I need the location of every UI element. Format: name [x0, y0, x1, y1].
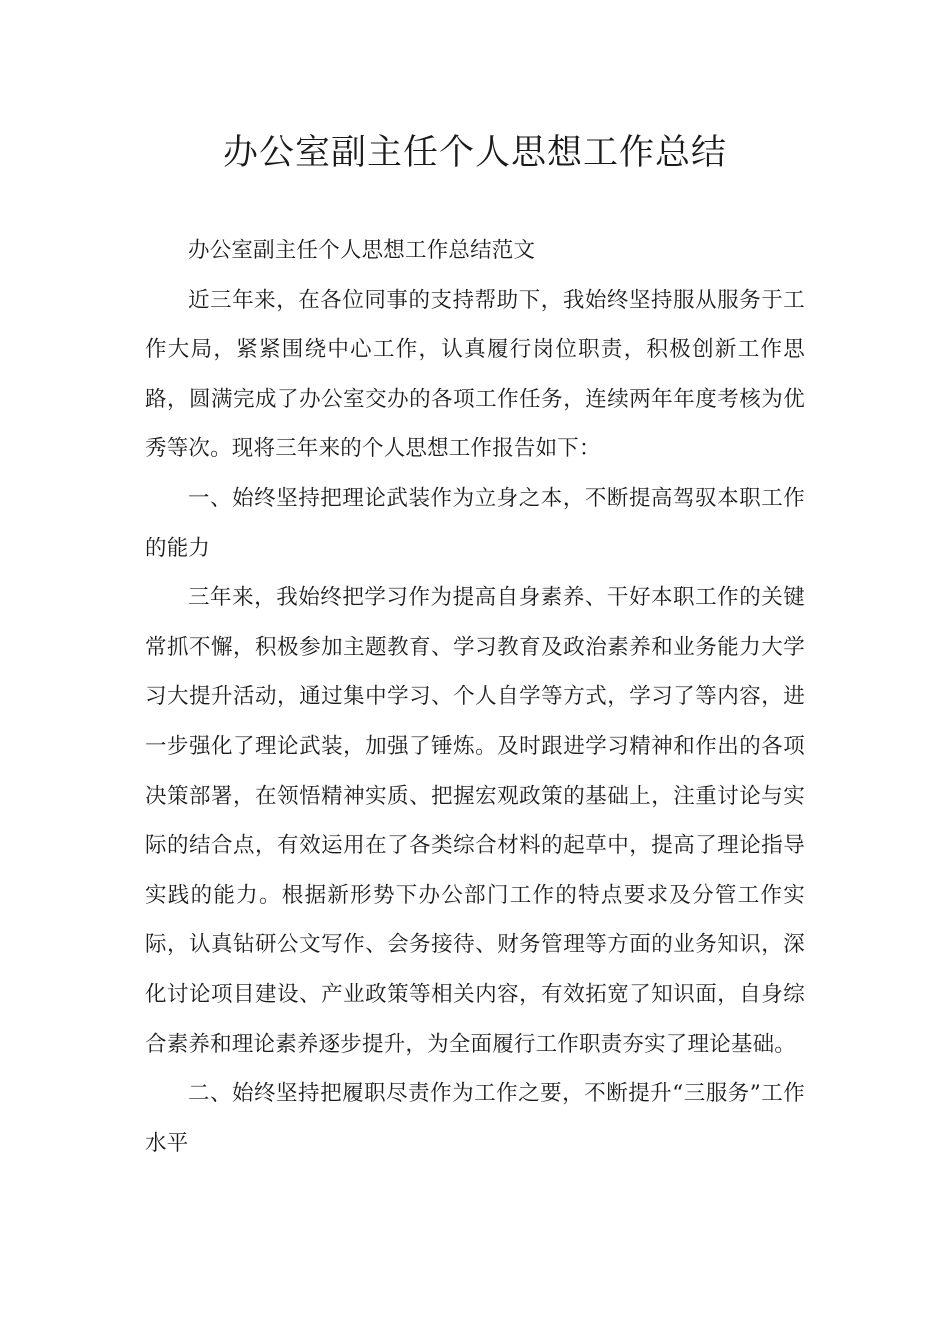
paragraph-section-1-body: 三年来，我始终把学习作为提高自身素养、干好本职工作的关键常抓不懈，积极参加主题教育、学习教育及政治素养和业务能力大学习大提升活动，通过集中学习、个人自学等方式，学习了等内容，进一步强化了理论武装，加强了锤炼。及时跟进学习精神和作出的各项决策部署，在领悟精神实质、把握宏观政策的基础上，注重讨论与实际的结合点，有效运用在了各类综合材料的起草中，提高了理论指导实践的能力。根据新形势下办公部门工作的特点要求及分管工作实际，认真钻研公文写作、会务接待、财务管理等方面的业务知识，深化讨论项目建设、产业政策等相关内容，有效拓宽了知识面，自身综合素养和理论素养逐步提升，为全面履行工作职责夯实了理论基础。	[145, 585, 805, 1057]
document-title: 办公室副主任个人思想工作总结	[222, 133, 727, 173]
section-heading-2: 二、始终坚持把履职尽责作为工作之要，不断提升“三服务”工作水平	[145, 1081, 805, 1156]
section-heading-1: 一、始终坚持把理论武装作为立身之本，不断提高驾驭本职工作的能力	[145, 485, 805, 561]
document-body	[145, 226, 805, 1168]
paragraph-intro: 近三年来，在各位同事的支持帮助下，我始终坚持服从服务于工作大局，紧紧围绕中心工作，认真履行岗位职责，积极创新工作思路，圆满完成了办公室交办的各项工作任务，连续两年年度考核为优秀等次。现将三年来的个人思想工作报告如下：	[145, 287, 805, 462]
paragraph-subtitle: 办公室副主任个人思想工作总结范文	[188, 238, 536, 263]
